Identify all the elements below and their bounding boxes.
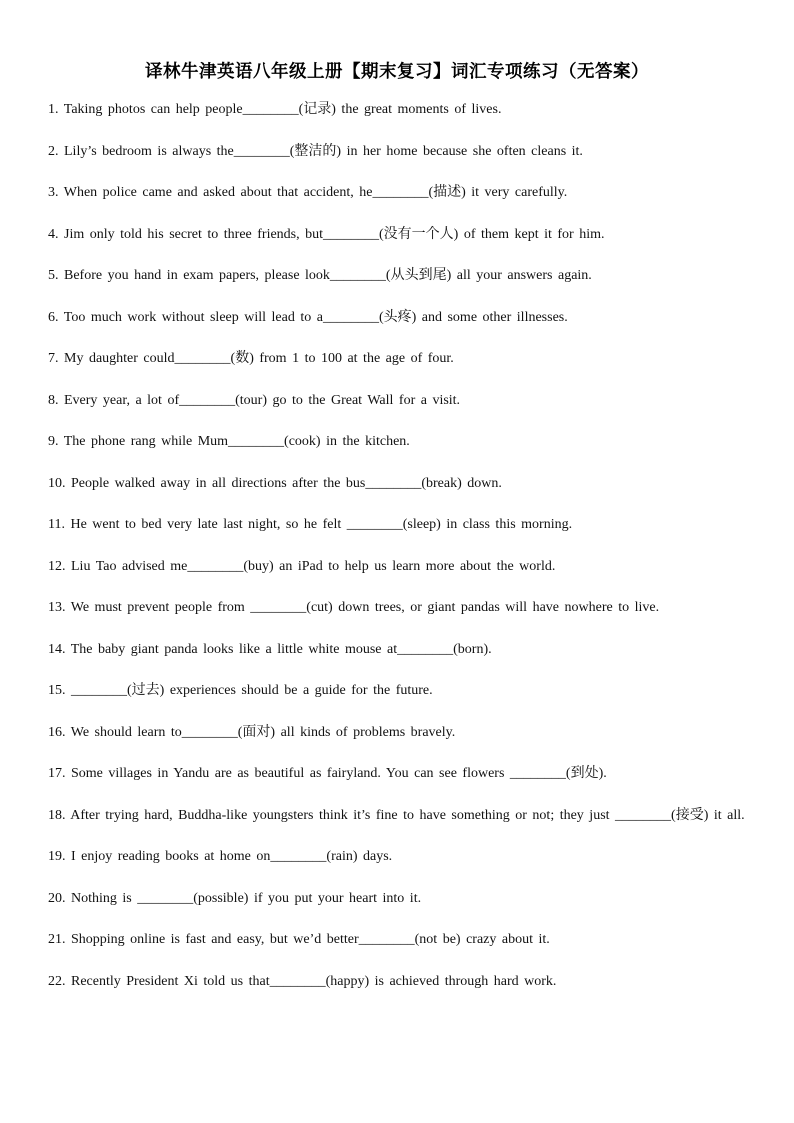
question-item: 4. Jim only told his secret to three friends, but________(没有一个人) of them kept it for him. [48, 226, 605, 242]
question-item: 10. People walked away in all directions after the bus________(break) down. [48, 475, 502, 491]
question-item: 15. ________(过去) experiences should be a guide for the future. [48, 683, 433, 698]
question-item: 1. Taking photos can help people________(记录) the great moments of lives. [48, 102, 502, 117]
question-item: 21. Shopping online is fast and easy, but we’d better________(not be) crazy about it. [48, 932, 550, 947]
question-item: 18. After trying hard, Buddha-like youngsters think it’s fine to have something or not; they just ________(接受) it all. [48, 807, 745, 823]
question-item: 16. We should learn to________(面对) all kinds of problems bravely. [48, 724, 456, 740]
question-item: 3. When police came and asked about that accident, he________(描述) it very carefully. [48, 185, 568, 200]
question-item: 9. The phone rang while Mum________(cook) in the kitchen. [48, 434, 410, 449]
question-item: 5. Before you hand in exam papers, please look________(从头到尾) all your answers again. [48, 268, 592, 283]
question-item: 12. Liu Tao advised me________(buy) an iPad to help us learn more about the world. [48, 558, 556, 574]
question-item: 13. We must prevent people from ________(cut) down trees, or giant pandas will have nowhere to live. [48, 600, 660, 615]
question-item: 11. He went to bed very late last night, so he felt ________(sleep) in class this morning. [48, 517, 573, 532]
page-title: 译林牛津英语八年级上册【期末复习】词汇专项练习（无答案） [145, 62, 649, 82]
question-item: 14. The baby giant panda looks like a little white mouse at________(born). [48, 641, 492, 657]
question-item: 2. Lily’s bedroom is always the________(整洁的) in her home because she often cleans it. [48, 143, 583, 159]
question-item: 8. Every year, a lot of________(tour) go to the Great Wall for a visit. [48, 392, 461, 408]
question-item: 7. My daughter could________(数) from 1 to 100 at the age of four. [48, 351, 454, 366]
question-item: 17. Some villages in Yandu are as beautiful as fairyland. You can see flowers ________(到处). [48, 766, 607, 781]
question-list [48, 100, 752, 992]
question-item: 19. I enjoy reading books at home on________(rain) days. [48, 849, 393, 864]
question-item: 22. Recently President Xi told us that________(happy) is achieved through hard work. [48, 973, 557, 989]
question-item: 20. Nothing is ________(possible) if you put your heart into it. [48, 890, 422, 906]
question-item: 6. Too much work without sleep will lead to a________(头疼) and some other illnesses. [48, 309, 568, 325]
